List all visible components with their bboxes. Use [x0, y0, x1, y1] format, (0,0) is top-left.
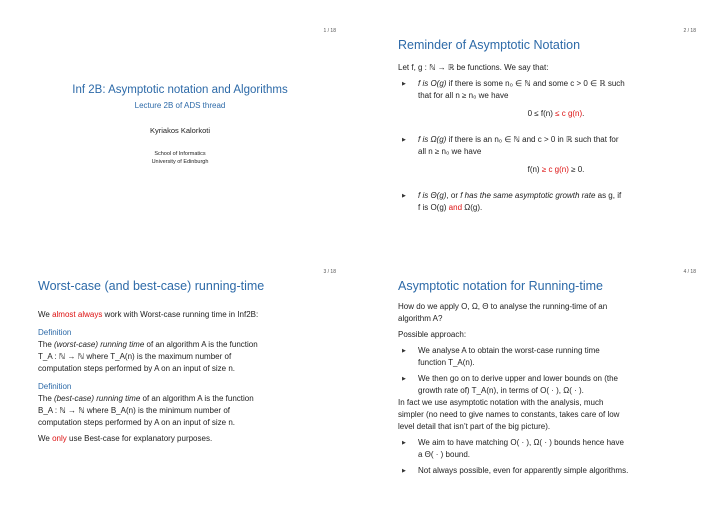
institution-school: School of Informatics — [154, 151, 206, 157]
equation: f(n) ≥ c g(n) ≥ 0. — [527, 165, 585, 174]
presentation-title: Inf 2B: Asymptotic notation and Algorithms — [72, 84, 288, 96]
definition-text: computation steps performed by A on an input of size n. — [38, 418, 236, 427]
definition-text: T_A : ℕ → ℕ where T_A(n) is the maximum number of — [38, 352, 232, 361]
definition-text: computation steps performed by A on an input of size n. — [38, 364, 236, 373]
question-text: algorithm A? — [398, 314, 443, 323]
slide-1 — [0, 0, 360, 254]
slide-2 — [360, 0, 720, 254]
slide-title: Asymptotic notation for Running-time — [398, 279, 603, 293]
definition-heading: Definition — [38, 328, 72, 337]
slide-4 — [360, 255, 720, 509]
bullet-item: ▶ We aim to have matching O( · ), Ω( · ) bounds hence have a Θ( · ) bound. — [398, 437, 694, 461]
bullet-big-omega — [398, 134, 694, 176]
equation-highlight: ≤ c g(n) — [555, 109, 583, 118]
bullet-term: f has the same asymptotic growth rate — [460, 191, 596, 200]
slide-title: Reminder of Asymptotic Notation — [398, 38, 581, 52]
emphasis-text: only — [52, 434, 67, 443]
bullet-big-o — [398, 78, 694, 120]
bullet-text: if there is an n₀ ∈ ℕ and c > 0 in ℝ such that for — [446, 135, 619, 144]
paragraph-text: simpler (no need to give names to constants, takes care of low — [398, 410, 620, 419]
emphasis-text: almost always — [52, 310, 103, 319]
bullet-term: f is Ω(g) — [418, 135, 447, 144]
bullet-term: f is Θ(g) — [418, 191, 447, 200]
equation-highlight: ≥ c g(n) — [541, 165, 569, 174]
bullet-term: f is O(g) — [418, 79, 447, 88]
page-number: 1 / 18 — [323, 28, 336, 34]
intro-text: Let f, g : ℕ → ℝ be functions. We say that: — [398, 63, 549, 72]
page-number: 4 / 18 — [683, 269, 696, 275]
bullet-text: all n ≥ n₀ we have — [418, 147, 482, 156]
approach-label: Possible approach: — [398, 330, 467, 339]
page-number: 3 / 18 — [323, 269, 336, 275]
definition-text: B_A : ℕ → ℕ where B_A(n) is the minimum number of — [38, 406, 230, 415]
bullet-item: ▶ Not always possible, even for apparently simple algorithms. — [398, 465, 694, 477]
definition-text: The (best-case) running time of an algorithm A is the function — [38, 394, 254, 403]
bullet-item: ▶ We then go on to derive upper and lower bounds on (the growth rate of) T_A(n), in terms of O( · ), Ω( · ). — [398, 373, 694, 397]
paragraph-text: level detail that isn’t part of the big picture). — [398, 422, 551, 431]
slide-body — [38, 309, 334, 445]
definition-heading: Definition — [38, 382, 72, 391]
bullet-text: that for all n ≥ n₀ we have — [418, 91, 509, 100]
presentation-subtitle: Lecture 2B of ADS thread — [134, 101, 226, 110]
author-name: Kyriakos Kalorkoti — [149, 126, 211, 135]
slide-body — [398, 301, 694, 477]
bullet-text: if there is some n₀ ∈ ℕ and some c > 0 ∈ ℝ such — [446, 79, 625, 88]
slide-3 — [0, 255, 360, 509]
question-text: How do we apply O, Ω, Θ to analyse the running-time of an — [398, 302, 608, 311]
definition-text: The (worst-case) running time of an algorithm A is the function — [38, 340, 258, 349]
intro-text: We almost always work with Worst-case running time in Inf2B: — [38, 310, 259, 319]
outro-text: We only use Best-case for explanatory purposes. — [38, 434, 213, 443]
equation: 0 ≤ f(n) ≤ c g(n). — [527, 109, 585, 118]
institution-university: University of Edinburgh — [151, 159, 209, 165]
slide-body — [398, 62, 694, 214]
page-number: 2 / 18 — [683, 28, 696, 34]
paragraph-text: In fact we use asymptotic notation with the analysis, much — [398, 398, 604, 407]
bullet-big-theta: ▶ f is Θ(g), or f has the same asymptotic growth rate as g, if f is O(g) and Ω(g). — [398, 190, 694, 214]
emphasis-and: and — [448, 203, 463, 212]
bullet-item: ▶ We analyse A to obtain the worst-case running time function T_A(n). — [398, 345, 694, 369]
slide-title: Worst-case (and best-case) running-time — [38, 279, 265, 293]
